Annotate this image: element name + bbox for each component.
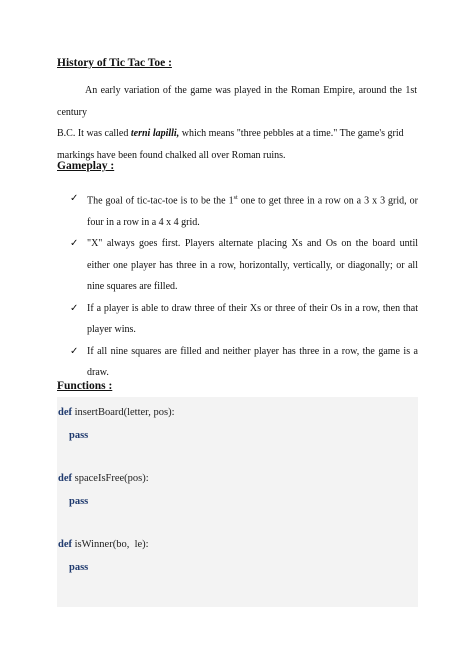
history-line-1-text: An early variation of the game was played in the Roman Empire, around the 1st century — [57, 85, 417, 118]
history-line-2a: B.C. It was called — [57, 128, 131, 139]
bullet-1-text-b: one to get three in a row on a 3 x 3 grid, or four in a row in a 4 x 4 grid. — [87, 195, 418, 228]
gameplay-list — [70, 188, 418, 384]
function-signature: isWinner(bo, le): — [72, 539, 149, 550]
code-line-def-iswinner — [58, 539, 149, 550]
history-heading: History of Tic Tac Toe : — [57, 57, 172, 69]
check-mark-icon: ✓ — [70, 193, 79, 204]
history-line-3: markings have been found chalked all over Roman ruins. — [57, 149, 286, 161]
pass-keyword: pass — [69, 496, 89, 507]
def-keyword: def — [58, 473, 72, 484]
code-line-def-spaceisfree — [58, 473, 149, 484]
terni-lapilli-term: terni lapilli, — [130, 128, 180, 139]
bullet-1-text-a: The goal of tic-tac-toe is to be the 1 — [87, 195, 234, 207]
functions-heading: Functions : — [57, 380, 113, 392]
bullet-2-text: "X" always goes first. Players alternate placing Xs and Os on the board until either one player has three in a row, horizontally, vertically, or diagonally; or all nine squares are filled. — [87, 238, 418, 293]
history-line-1 — [57, 80, 417, 123]
list-item — [70, 188, 418, 233]
list-item — [70, 341, 418, 384]
code-line-pass — [69, 562, 88, 573]
history-line-2c: which means "three pebbles at a time." The game's grid — [179, 128, 404, 139]
code-line-def-insertboard — [58, 407, 175, 418]
code-line-pass — [69, 430, 88, 441]
check-mark-icon: ✓ — [70, 302, 79, 314]
bullet-3-text: If a player is able to draw three of their Xs or three of their Os in a row, then that player wins. — [87, 302, 418, 336]
history-line-2 — [57, 123, 417, 145]
bullet-4-text: If all nine squares are filled and neither player has three in a row, the game is a draw. — [87, 345, 418, 379]
function-signature: insertBoard(letter, pos): — [72, 407, 175, 418]
check-mark-icon: ✓ — [70, 345, 79, 357]
def-keyword: def — [58, 539, 72, 550]
history-paragraph — [57, 80, 417, 166]
bullet-1-sup: st — [233, 195, 238, 201]
list-item — [70, 233, 418, 298]
def-keyword: def — [58, 407, 72, 418]
code-block — [57, 397, 418, 607]
check-mark-icon: ✓ — [70, 238, 79, 250]
code-line-pass — [69, 496, 88, 507]
pass-keyword: pass — [69, 430, 89, 441]
pass-keyword: pass — [69, 562, 89, 573]
function-signature: spaceIsFree(pos): — [72, 473, 149, 484]
gameplay-heading: Gameplay : — [57, 160, 115, 172]
list-item — [70, 298, 418, 341]
